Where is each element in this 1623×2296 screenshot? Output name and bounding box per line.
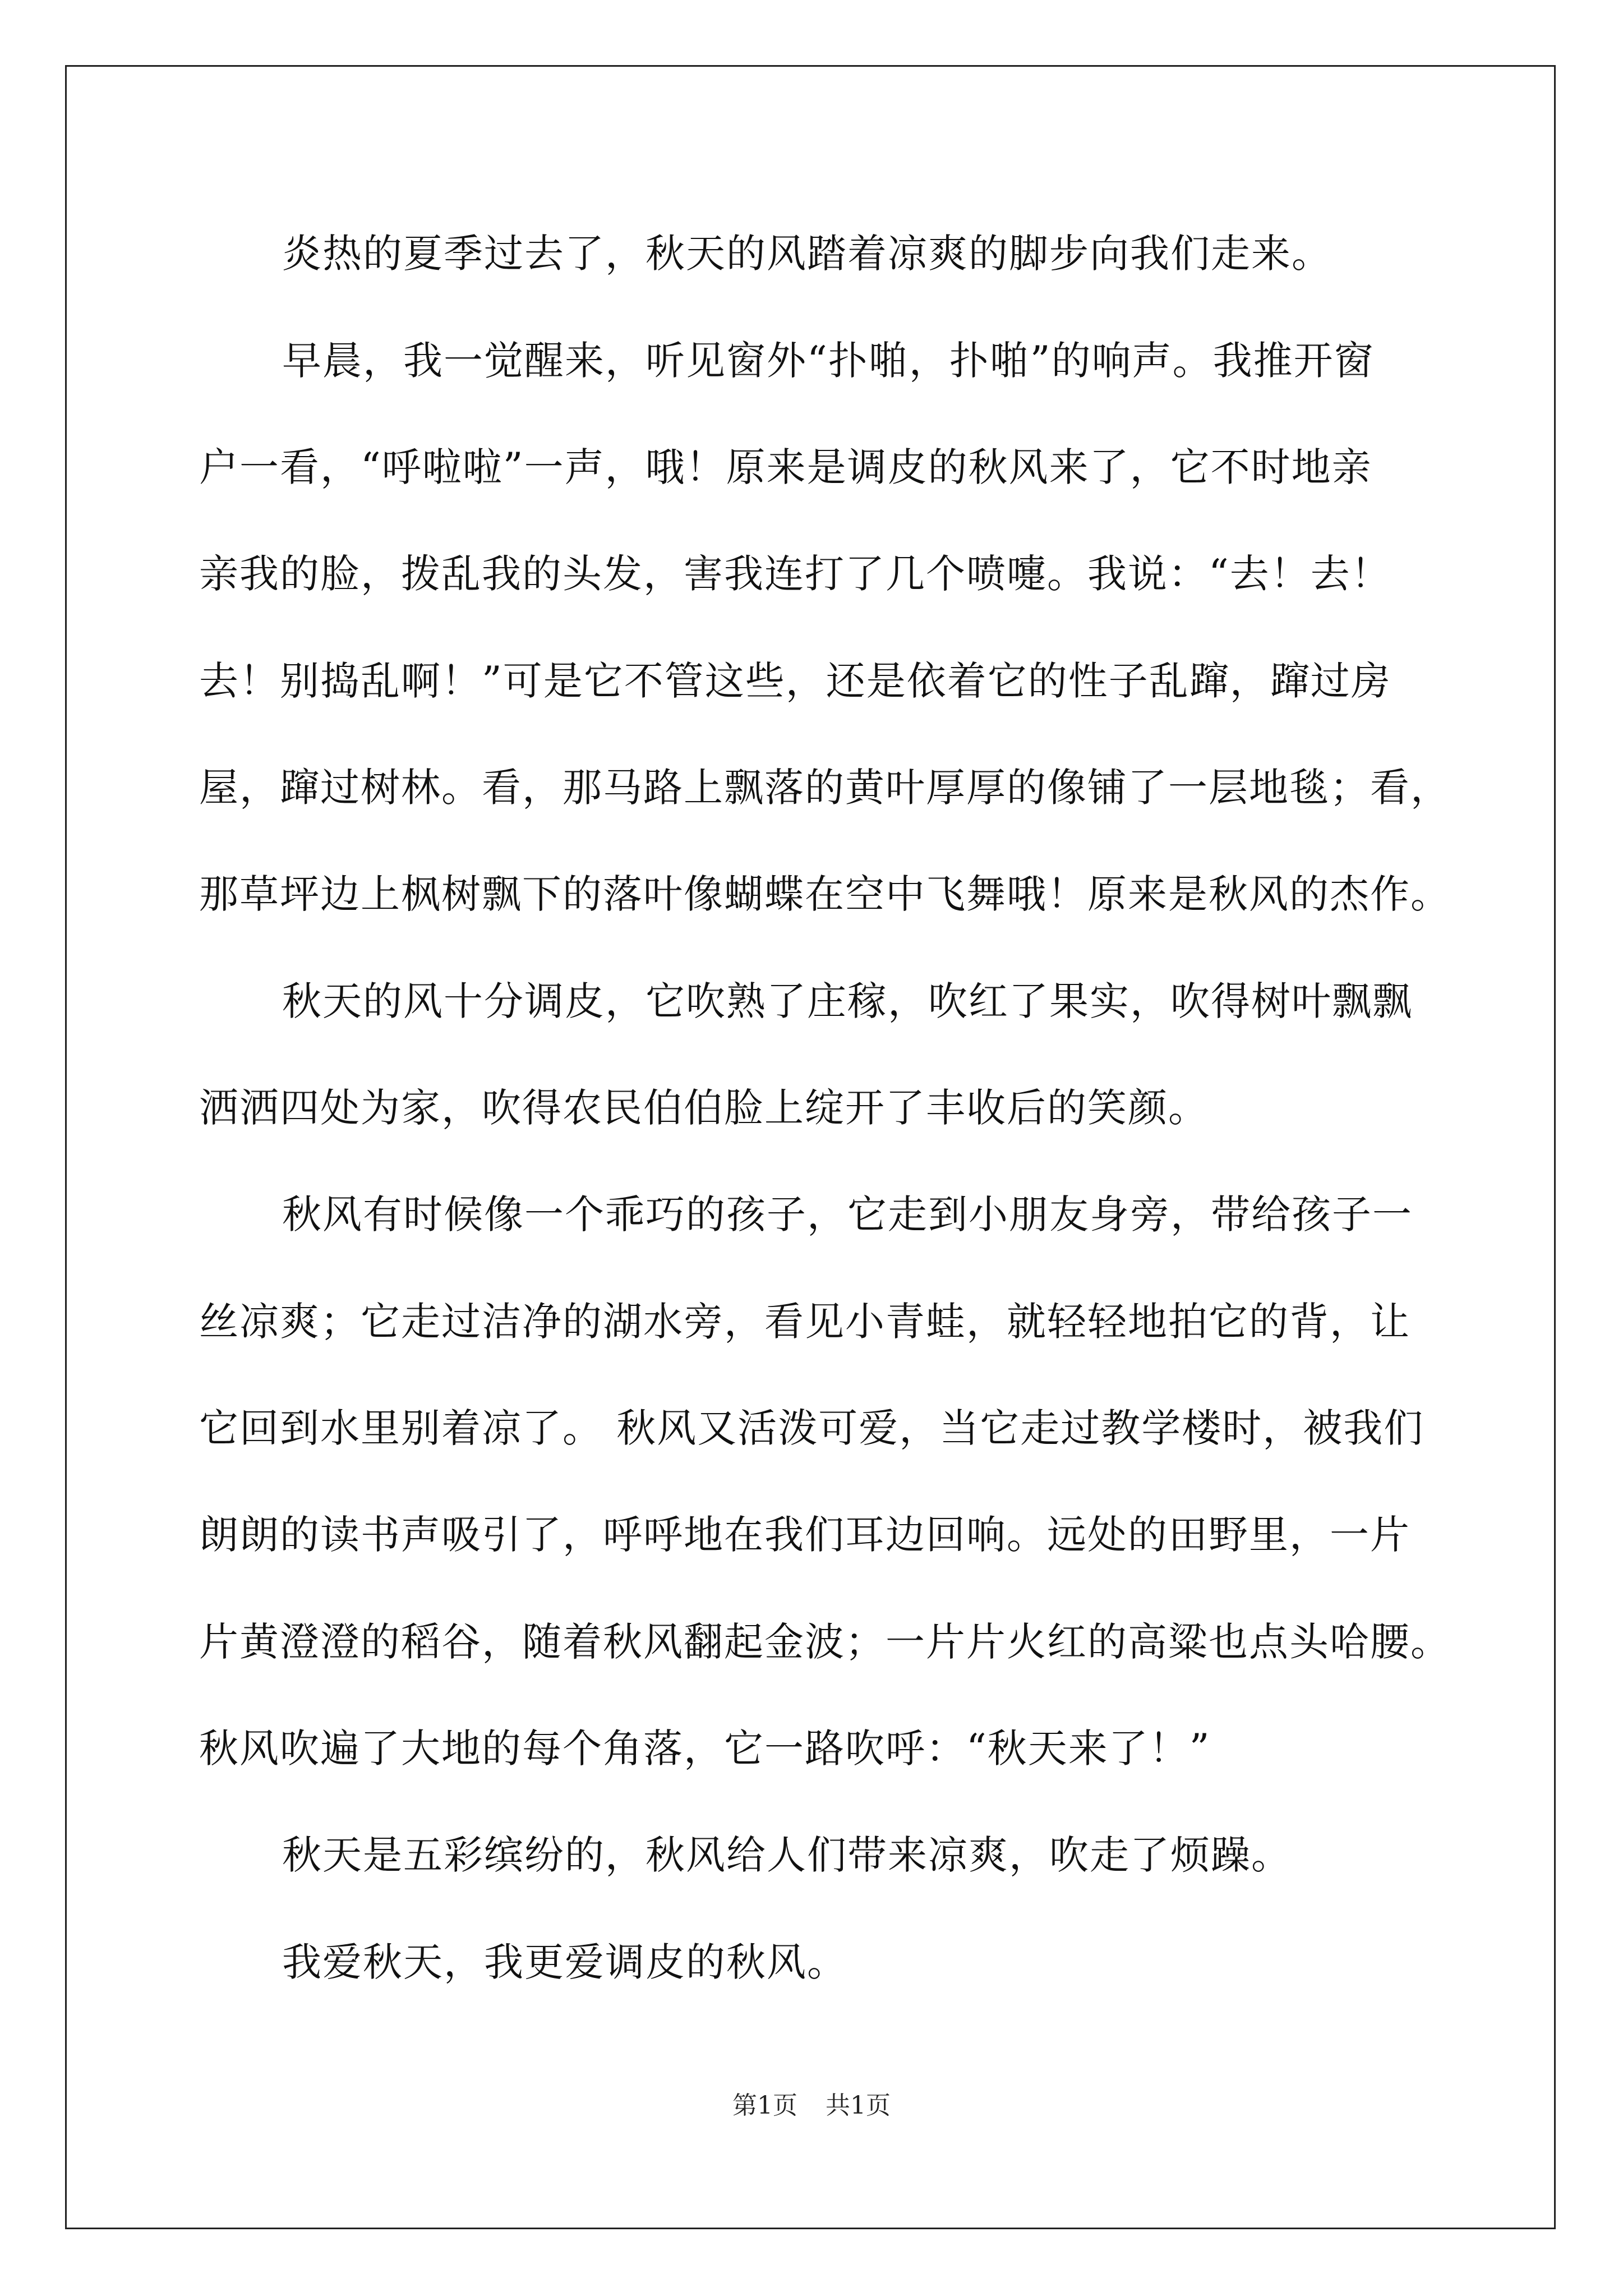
paragraph-4-line-6: 秋风吹遍了大地的每个角落，它一路吹呼：“秋天来了！” — [199, 1726, 1211, 1772]
paragraph-3-line-2: 洒洒四处为家，吹得农民伯伯脸上绽开了丰收后的笑颜。 — [199, 1085, 1209, 1131]
paragraph-4-line-1: 秋风有时候像一个乖巧的孩子，它走到小朋友身旁，带给孩子一 — [282, 1191, 1413, 1237]
paragraph-2-line-4: 去！别捣乱啊！”可是它不管这些，还是依着它的性子乱蹿，蹿过房 — [199, 658, 1391, 704]
paragraph-3-line-1: 秋天的风十分调皮，它吹熟了庄稼，吹红了果实，吹得树叶飘飘 — [282, 978, 1413, 1024]
page-number: 第1页 — [732, 2091, 797, 2120]
paragraph-4-line-3: 它回到水里别着凉了。 秋风又活泼可爱，当它走过教学楼时，被我们 — [199, 1405, 1424, 1451]
paragraph-4-line-5: 片黄澄澄的稻谷，随着秋风翻起金波；一片片火红的高粱也点头哈腰。 — [199, 1619, 1451, 1665]
paragraph-6-line-1: 我爱秋天，我更爱调皮的秋风。 — [282, 1939, 847, 1985]
paragraph-1-line-1: 炎热的夏季过去了，秋天的风踏着凉爽的脚步向我们走来。 — [282, 231, 1332, 277]
page-footer — [0, 2089, 1623, 2123]
paragraph-2-line-5: 屋，蹿过树林。看，那马路上飘落的黄叶厚厚的像铺了一层地毯；看， — [199, 765, 1451, 811]
page-total: 共1页 — [826, 2091, 891, 2120]
paragraph-2-line-2: 户一看，“呼啦啦”一声，哦！原来是调皮的秋风来了，它不时地亲 — [199, 444, 1372, 490]
paragraph-2-line-1: 早晨，我一觉醒来，听见窗外“扑啪，扑啪”的响声。我推开窗 — [282, 338, 1375, 384]
paragraph-2-line-3: 亲我的脸，拨乱我的头发，害我连打了几个喷嚏。我说：“去！去！ — [199, 551, 1391, 597]
paragraph-5-line-1: 秋天是五彩缤纷的，秋风给人们带来凉爽，吹走了烦躁。 — [282, 1832, 1292, 1878]
paragraph-4-line-4: 朗朗的读书声吸引了，呼呼地在我们耳边回响。远处的田野里，一片 — [199, 1512, 1410, 1558]
paragraph-4-line-2: 丝凉爽；它走过洁净的湖水旁，看见小青蛙，就轻轻地拍它的背，让 — [199, 1299, 1410, 1345]
paragraph-2-line-6: 那草坪边上枫树飘下的落叶像蝴蝶在空中飞舞哦！原来是秋风的杰作。 — [199, 871, 1451, 917]
